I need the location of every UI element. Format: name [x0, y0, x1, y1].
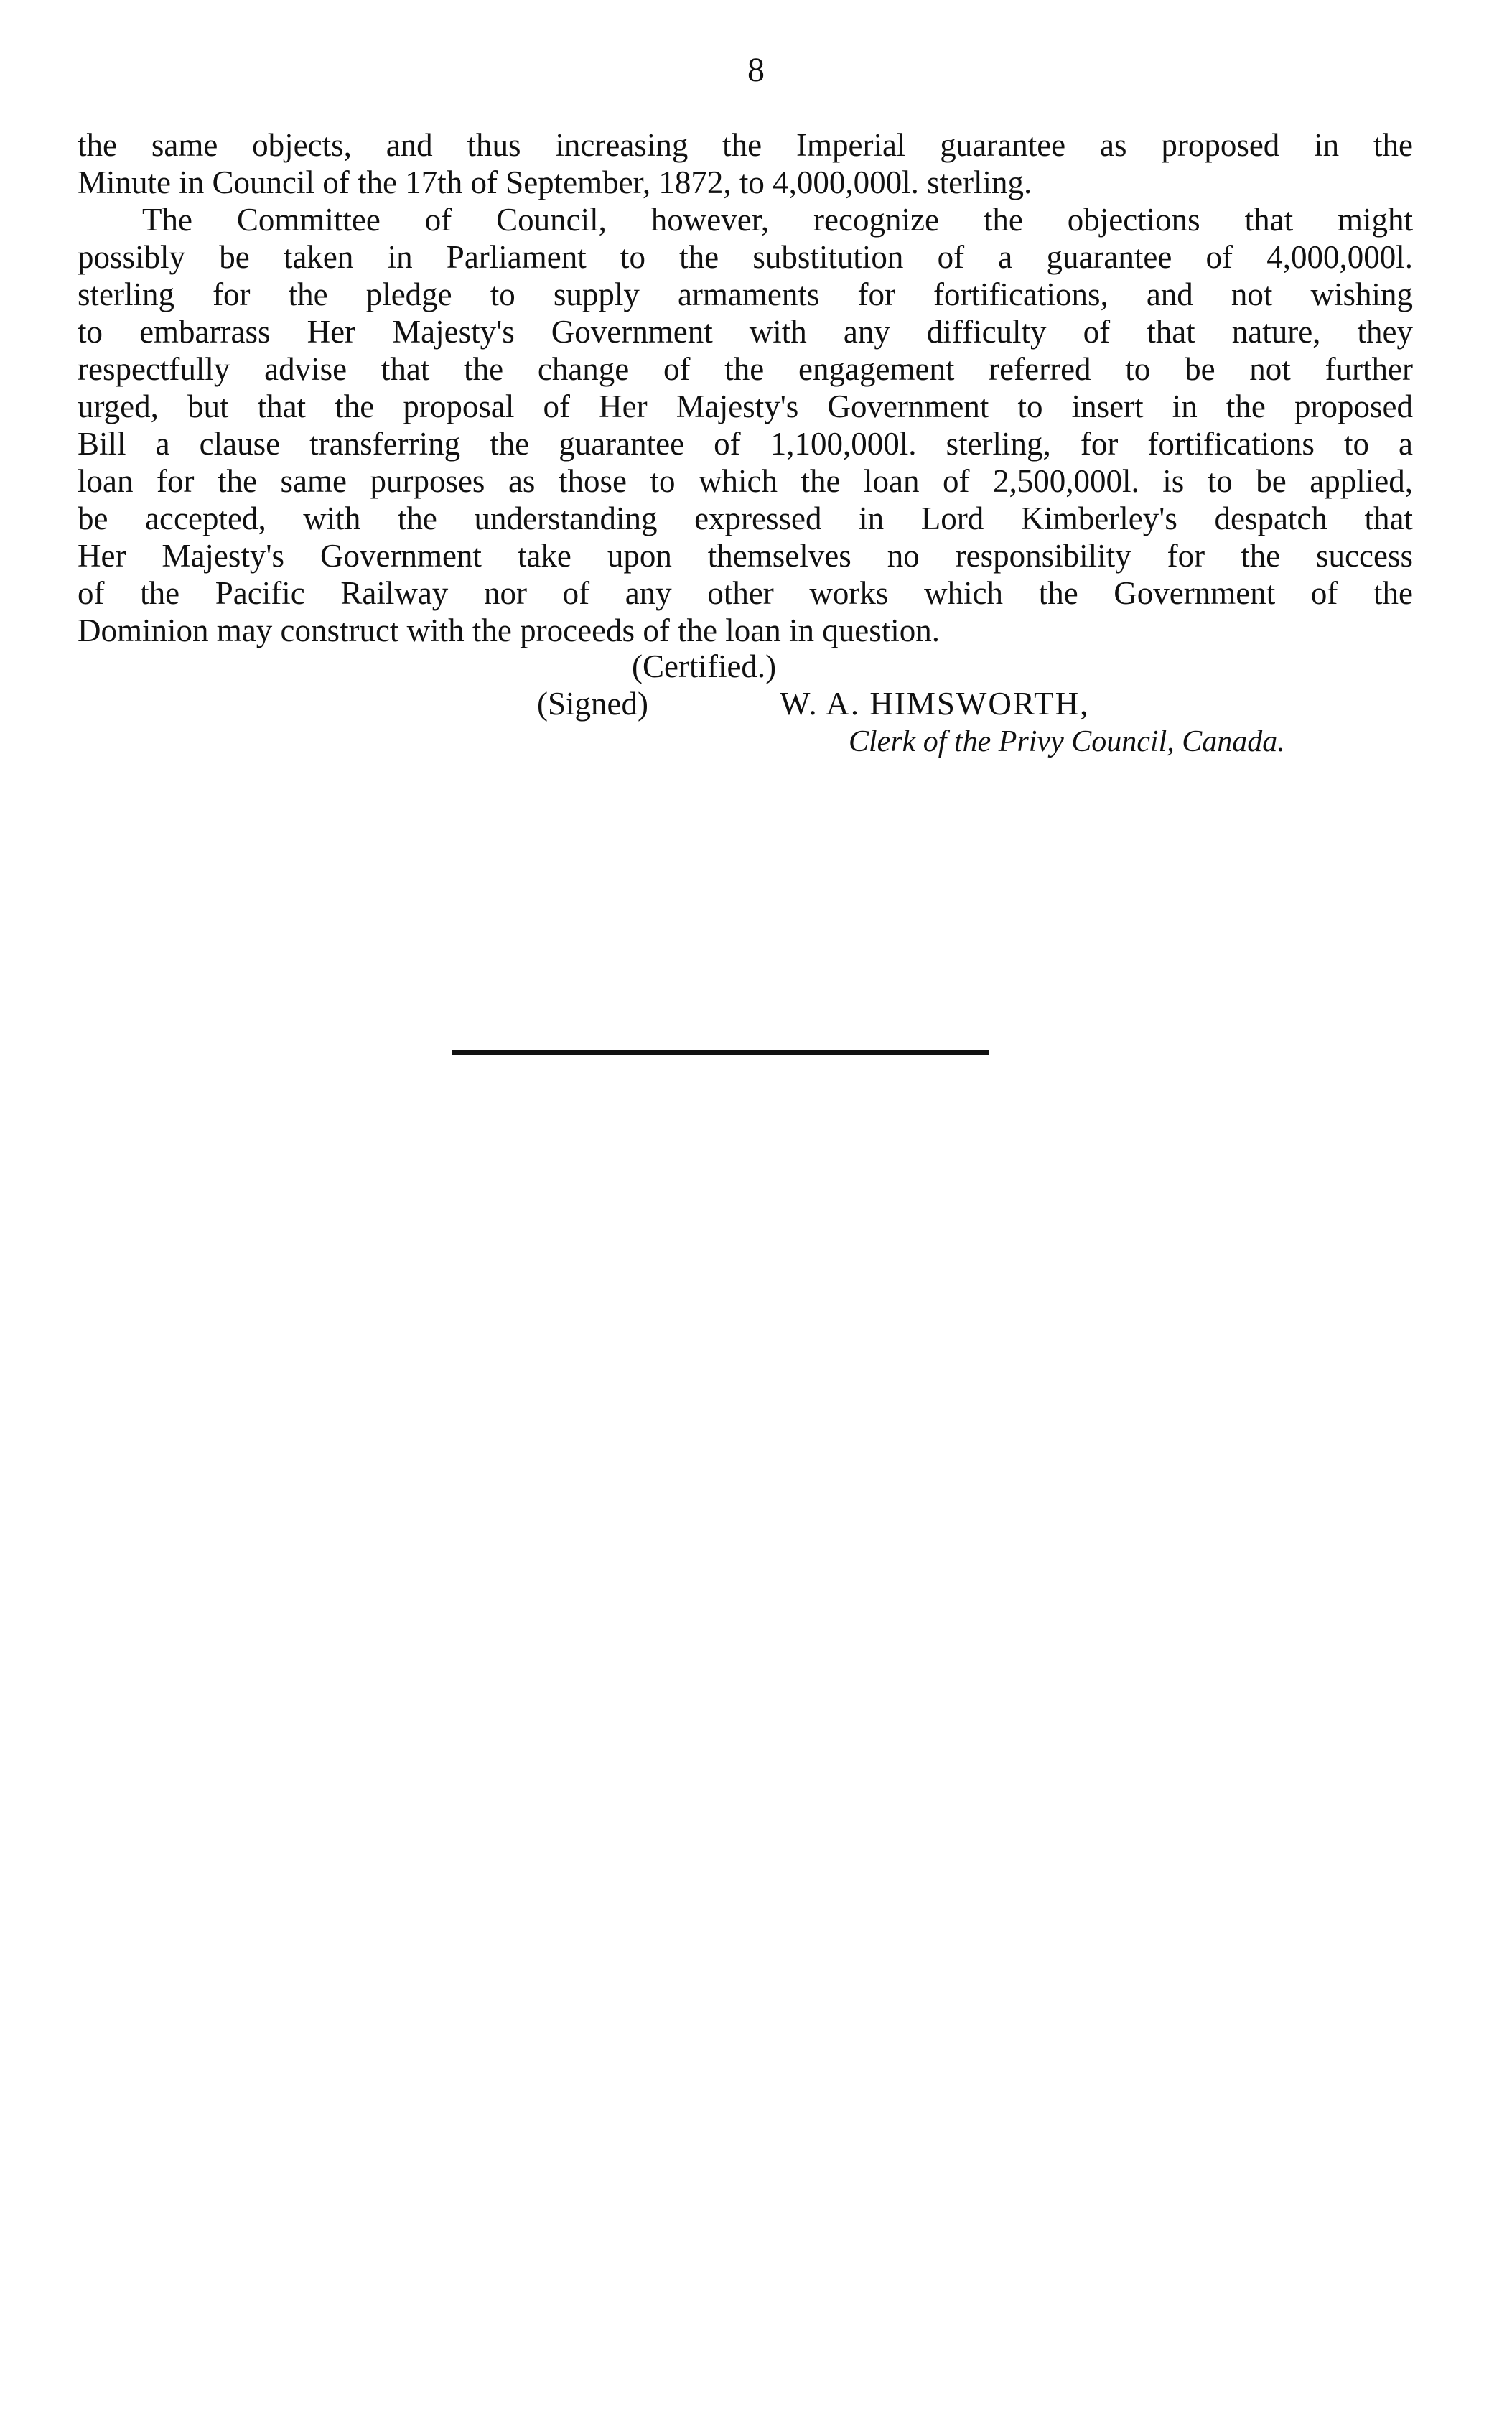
- text-line: Bill a clause transferring the guarantee of 1,100,000l. sterling, for fortifications to a: [78, 426, 1413, 462]
- text-line: sterling for the pledge to supply armaments for fortifications, and not wishing: [78, 276, 1413, 312]
- page-number: 8: [747, 51, 765, 89]
- text-line: possibly be taken in Parliament to the substitution of a guarantee of 4,000,000l.: [78, 239, 1413, 275]
- text-line: the same objects, and thus increasing the Imperial guarantee as proposed in the: [78, 127, 1413, 163]
- text-line: loan for the same purposes as those to which the loan of 2,500,000l. is to be applied,: [78, 463, 1413, 499]
- text-line: be accepted, with the understanding expressed in Lord Kimberley's despatch that: [78, 500, 1413, 536]
- text-line: of the Pacific Railway nor of any other works which the Government of the: [78, 575, 1413, 611]
- signatory-name: W. A. HIMSWORTH,: [780, 686, 1090, 722]
- signed-label: (Signed): [537, 686, 648, 722]
- text-line: The Committee of Council, however, recognize the objections that might: [142, 202, 1413, 238]
- text-line: respectfully advise that the change of the engagement referred to be not further: [78, 351, 1413, 387]
- text-line: Her Majesty's Government take upon themselves no responsibility for the success: [78, 538, 1413, 574]
- horizontal-rule: [452, 1050, 989, 1055]
- certified-note: (Certified.): [632, 648, 777, 684]
- body-text: [78, 126, 1413, 649]
- text-line: Dominion may construct with the proceeds of the loan in question.: [78, 612, 941, 648]
- text-line: to embarrass Her Majesty's Government with any difficulty of that nature, they: [78, 314, 1413, 350]
- text-line: urged, but that the proposal of Her Majesty's Government to insert in the proposed: [78, 388, 1413, 424]
- signatory-title: Clerk of the Privy Council, Canada.: [849, 725, 1285, 758]
- text-line: Minute in Council of the 17th of September, 1872, to 4,000,000l. sterling.: [78, 164, 1032, 200]
